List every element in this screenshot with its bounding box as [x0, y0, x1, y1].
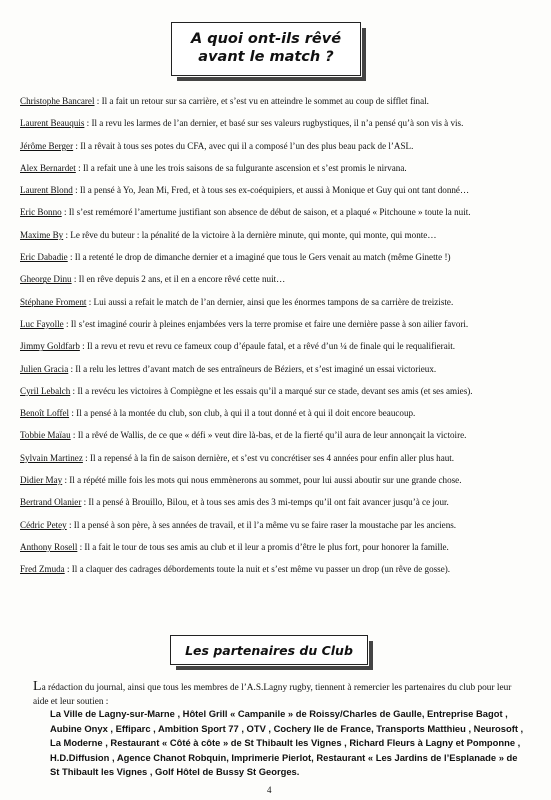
- dream-text: : Il a revu les larmes de l’an dernier, et basé sur ses valeurs rugbystiques, il n’a pensé qu’à son vis à vis.: [84, 118, 464, 129]
- dream-text: : Il s’est remémoré l’amertume justifiant son absence de début de saison, et a plaqué « Pitchoune » toute la nuit.: [61, 207, 471, 218]
- dream-entry: [20, 272, 535, 294]
- dream-entry: [20, 205, 535, 227]
- player-name: Benoît Loffel: [20, 408, 70, 419]
- dream-text: : Il a retenté le drop de dimanche dernier et a imaginé que tous le Gers venait au match (même Ginette !): [67, 252, 451, 263]
- dream-text: : Il en rêve depuis 2 ans, et il en a encore rêvé cette nuit…: [71, 274, 286, 285]
- dream-text: : Il a relu les lettres d’avant match de ses entraîneurs de Béziers, et s’est imaginé un essai victorieux.: [68, 363, 437, 374]
- title-box-dreams: [171, 22, 361, 76]
- player-name: Fred Zmuda: [20, 564, 65, 575]
- player-name: Anthony Rosell: [20, 541, 78, 552]
- thanks-paragraph: [33, 680, 523, 709]
- dream-entry: [20, 250, 535, 272]
- player-name: Sylvain Martinez: [20, 452, 83, 463]
- thanks-text: a rédaction du journal, ainsi que tous les membres de l’A.S.Lagny rugby, tiennent à remercier les partenaires du club pour leur aide et leur soutien :: [33, 683, 512, 707]
- player-name: Tobbie Maïau: [20, 430, 71, 441]
- player-name: Didier May: [20, 475, 63, 486]
- player-name: Jimmy Goldfarb: [20, 341, 80, 352]
- dream-entry: [20, 228, 535, 250]
- dream-text: : Il a revécu les victoires à Compiègne et les essais qu’il a marqué sur ce stade, devant ses amis (et ses amies).: [70, 385, 473, 396]
- player-name: Stéphane Froment: [20, 296, 87, 307]
- dream-text: : Il a pensé à Yo, Jean Mi, Fred, et à tous ses ex-coéquipiers, et aussi à Monique et Guy qui ont tant donné…: [72, 185, 470, 196]
- dream-text: : Il a repensé à la fin de saison dernière, et s’est vu concrétiser ses 4 années pour enfin aller plus haut.: [82, 452, 455, 463]
- dream-entry: [20, 116, 535, 138]
- dream-text: : Lui aussi a refait le match de l’an dernier, ainsi que les énormes tampons de sa carrière de treiziste.: [86, 296, 454, 307]
- sponsor-list: La Ville de Lagny-sur-Marne , Hôtel Grill « Campanile » de Roissy/Charles de Gaulle, Entreprise Bagot , Aubine Onyx , Effiparc , Ambition Sport 77 , OTV , Cochery Ile de France, Transports Matthieu , Neurosoft , La Moderne , Restaurant « Côté à côte » de St Thibault les Vignes , Richard Fleurs à Lagny et Pomponne , H.D.Diffusion , Agence Chanot Robquin, Imprimerie Pierlot, Restaurant « Les Jardins de l’Esplanade » de St Thibault les Vignes , Golf Hôtel de Bussy St Georges.: [50, 708, 524, 777]
- dream-entry: [20, 339, 535, 361]
- dream-text: : Il s’est imaginé courir à pleines enjambées vers la terre promise et faire une dernière passe à son ailier favori.: [63, 318, 469, 329]
- dream-entry: [20, 518, 535, 540]
- dream-text: : Il a refait une à une les trois saisons de sa fulgurante ascension et s’est promis le nirvana.: [75, 162, 407, 173]
- dream-entry: [20, 139, 535, 161]
- player-name: Eric Bonno: [20, 207, 62, 218]
- partners-title: Les partenaires du Club: [185, 642, 353, 658]
- dream-text: : Il a claquer des cadrages débordements toute la nuit et s’est même vu passer un drop (un rêve de gosse).: [64, 564, 451, 575]
- dream-entry: [20, 562, 535, 584]
- dream-text: : Le rêve du buteur : la pénalité de la victoire à la dernière minute, qui monte, qui monte, qui monte…: [63, 229, 437, 240]
- dream-text: : Il a fait le tour de tous ses amis au club et il leur a promis d’être le plus fort, pour honorer la famille.: [77, 541, 449, 552]
- dream-entry: [20, 161, 535, 183]
- dream-entry: [20, 183, 535, 205]
- player-name: Cédric Petey: [20, 519, 67, 530]
- player-name: Bertrand Olanier: [20, 497, 82, 508]
- dream-text: : Il a rêvait à tous ses potes du CFA, avec qui il a composé l’un des plus beau pack de l’ASL.: [73, 140, 414, 151]
- dream-text: : Il a fait un retour sur sa carrière, et s’est vu en atteindre le sommet au coup de sifflet final.: [94, 96, 429, 106]
- dream-entry: [20, 473, 535, 495]
- player-name: Maxime By: [20, 229, 64, 240]
- player-name: Laurent Blond: [20, 185, 73, 196]
- dream-entry: [20, 362, 535, 384]
- dream-text: : Il a revu et revu et revu ce fameux coup d’épaule fatal, et a rêvé d’un ¼ de finale qui le requalifierait.: [79, 341, 456, 352]
- player-name: Jérôme Berger: [20, 140, 74, 151]
- dream-text: : Il a répété mille fois les mots qui nous emmènerons au sommet, pour lui aussi aboutir sur une grande chose.: [62, 475, 462, 486]
- player-name: Alex Bernardet: [20, 162, 76, 173]
- player-name: Gheorge Dinu: [20, 274, 72, 285]
- dream-text: : Il a pensé à Brouillo, Bilou, et à tous ses amis des 3 mi-temps qu’il ont fait avancer jusqu’à ce jour.: [81, 497, 449, 508]
- dropcap: L: [33, 679, 42, 694]
- player-name: Luc Fayolle: [20, 318, 64, 329]
- dream-text: : Il a rêvé de Wallis, de ce que « défi » veut dire là-bas, et de la fierté qu’il aura de leur annonçait la victoire.: [70, 430, 467, 441]
- dream-entry: [20, 540, 535, 562]
- dream-entry: [20, 295, 535, 317]
- dream-list: [20, 94, 535, 585]
- player-name: Laurent Beauquis: [20, 118, 85, 129]
- player-name: Eric Dabadie: [20, 252, 68, 263]
- dream-text: : Il a pensé à son père, à ses années de travail, et il l’a même vu se faire raser la moustache par les anciens.: [66, 519, 457, 530]
- title-box-partners: [170, 635, 368, 665]
- dream-entry: [20, 384, 535, 406]
- player-name: Christophe Bancarel: [20, 96, 95, 106]
- page-number: 4: [267, 785, 272, 795]
- dream-text: : Il a pensé à la montée du club, son club, à qui il a tout donné et à qui il doit encore beaucoup.: [69, 408, 416, 419]
- dream-entry: [20, 428, 535, 450]
- dream-entry: [20, 406, 535, 428]
- dream-entry: [20, 451, 535, 473]
- player-name: Julien Gracia: [20, 363, 69, 374]
- dream-entry: [20, 317, 535, 339]
- player-name: Cyril Lebalch: [20, 385, 71, 396]
- title-line-2: avant le match ?: [198, 49, 334, 65]
- dream-entry: [20, 94, 535, 116]
- title-line-1: A quoi ont-ils rêvé: [190, 31, 342, 48]
- dream-entry: [20, 495, 535, 517]
